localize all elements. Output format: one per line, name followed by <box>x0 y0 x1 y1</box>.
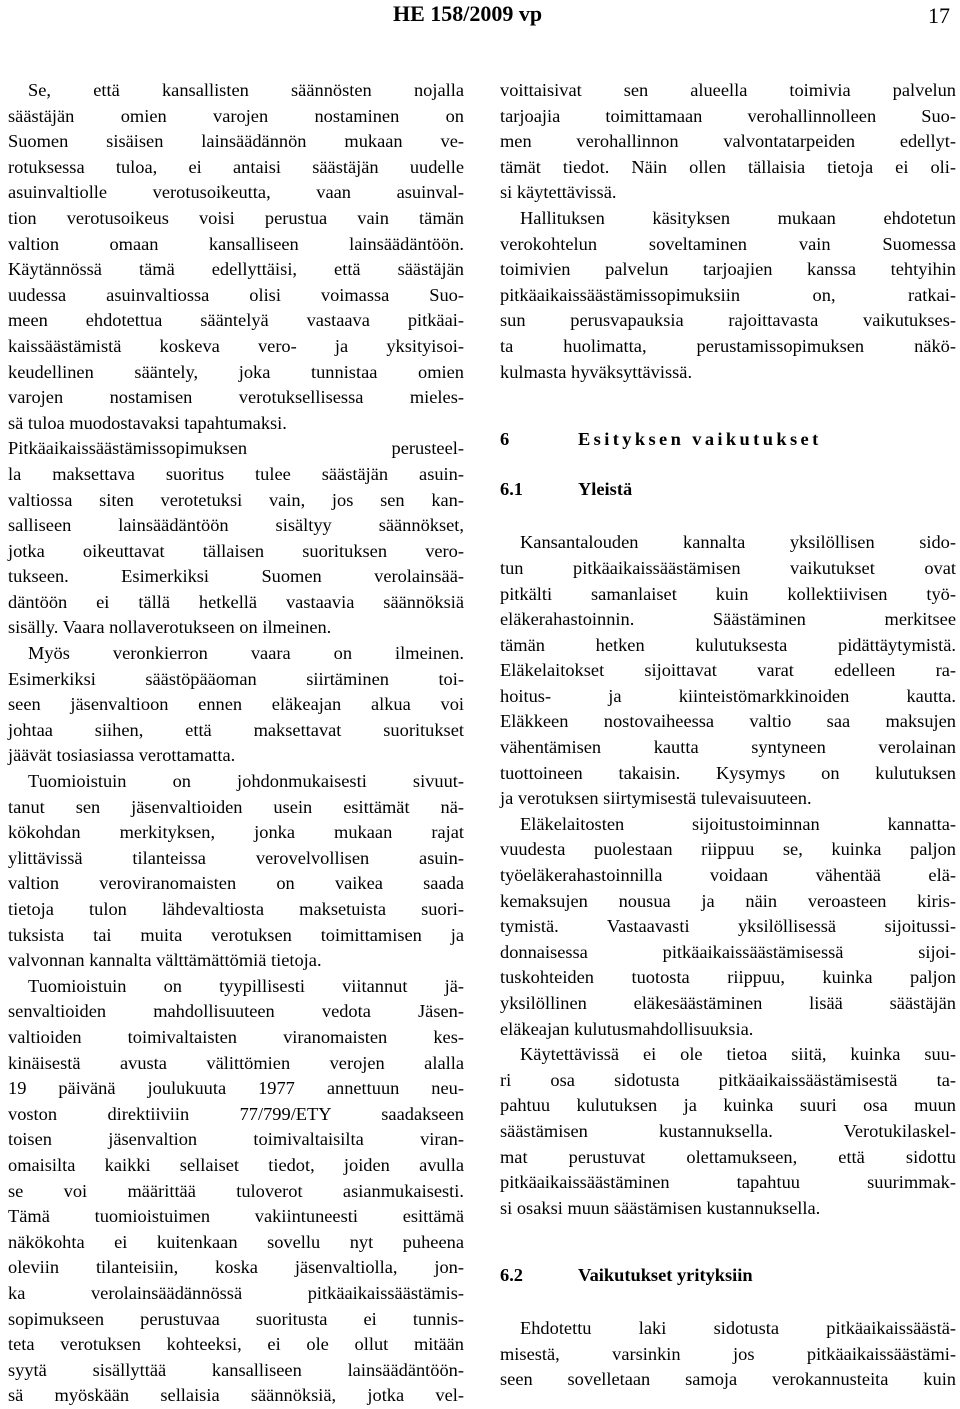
text-line: voston direktiiviin 77/799/ETY saadakseen <box>8 1103 464 1124</box>
text-line: kinäisestä avusta välittömien verojen alalla <box>8 1052 464 1073</box>
text-line: rotuksessa tuloa, ei antaisi säästäjän uudelle <box>8 156 464 177</box>
text-line: tuottoineen takaisin. Kysymys on kulutuksen <box>500 762 956 783</box>
text-line: Ehdotettu laki sidotusta pitkäaikaissäästä- <box>520 1317 956 1338</box>
text-line: Myös veronkierron vaara on ilmeinen. <box>28 643 464 664</box>
text-line: senvaltioiden mahdollisuuteen vedota Jäsen- <box>8 1001 464 1022</box>
text-line: sä myöskään sellaisia säännöksiä, jotka vel- <box>8 1385 464 1406</box>
text-line: tuksista tai muita verotuksen toimittamisen ja <box>8 924 464 945</box>
text-line: tämän hetken kulutuksesta pidättäytymistä. <box>500 634 956 655</box>
text-line: valvonnan kannalta välttämättömiä tietoja. <box>8 950 322 971</box>
text-line: teta verotuksen kohteeksi, ei ole ollut mitään <box>8 1334 464 1355</box>
text-line: Esimerkiksi säästöpääoman siirtäminen toi- <box>8 668 464 689</box>
text-line: Tuomioistuin on johdonmukaisesti sivuut- <box>28 771 464 792</box>
text-line: hoitus- ja kiinteistömarkkinoiden kautta. <box>500 685 956 706</box>
text-line: syytä sisällyttää kansalliseen lainsäädäntöön- <box>8 1359 464 1380</box>
text-line: omaisilta kaikki sellaiset tiedot, joiden avulla <box>8 1154 464 1175</box>
text-line: uudessa asuinvaltiossa olisi voimassa Suo- <box>8 284 464 305</box>
text-line: tuskohteiden tuotosta riippuu, kuinka paljon <box>500 967 956 988</box>
text-line: Käytettävissä ei ole tietoa siitä, kuinka suu- <box>520 1044 956 1065</box>
document-id: HE 158/2009 vp <box>393 1 543 26</box>
text-line: valtiossa siten verotetuksi vain, jos sen kan- <box>8 489 464 510</box>
text-line: yksilöllinen eläkesäästäminen lisää säästäjän <box>500 993 956 1013</box>
text-line: se voi määrittää tuloverot asianmukaisesti. <box>8 1180 464 1201</box>
page-number: 17 <box>928 3 950 28</box>
text-line: toimivien palvelun tarjoajien kanssa tehtyihin <box>500 259 956 280</box>
text-line: eläkeajan kulutusmahdollisuuksia. <box>500 1018 754 1039</box>
page-header <box>0 0 960 40</box>
text-line: salliseen lainsäädäntöön sisältyy säännökset, <box>8 515 464 536</box>
section-title: Vaikutukset yrityksiin <box>578 1265 753 1286</box>
spacer <box>500 1289 956 1316</box>
text-line: kulmasta hyväksyttävissä. <box>500 361 693 382</box>
text-line: sä tuloa muodostavaksi tapahtumaksi. <box>8 412 287 433</box>
text-line: kemaksujen nousua ja näin veroasteen kiris- <box>500 890 956 911</box>
text-line: jotka oikeuttavat tällaisen suorituksen vero- <box>8 540 464 561</box>
text-line: johtaa siihen, että maksettavat suoritukset <box>8 719 464 740</box>
text-line: tietoja tulon lähdevaltiosta maksetuista suori- <box>8 899 464 919</box>
text-line: misestä, varsinkin jos pitkäaikaissäästämi- <box>500 1343 956 1364</box>
text-line: tymistä. Vastaavasti yksilöllisessä sijoitussi- <box>500 916 956 937</box>
right-column-text-mid <box>500 530 956 1221</box>
text-line: ta huolimatta, perustamissopimuksen näkö- <box>500 335 956 356</box>
text-line: valtion veroviranomaisten on vaikea saada <box>8 873 464 894</box>
text-line: Käytännössä tämä edellyttäisi, että säästäjän <box>8 259 464 280</box>
text-line: ja verotuksen siirtymisestä tulevaisuuteen. <box>500 788 812 809</box>
text-line: Eläkkeen nostovaiheessa valtio saa maksujen <box>500 711 956 732</box>
text-line: meen ehdotettua sääntelyä vastaava pitkäai- <box>8 310 464 331</box>
section-number: 6.2 <box>500 1265 523 1286</box>
text-line: pitkäaikaissäästämissopimuksiin on, ratkai- <box>500 284 956 305</box>
text-line: sun perusvapauksia rajoittavasta vaikutukses- <box>500 310 956 331</box>
text-line: näkökohta ei kuitenkaan sovellu nyt puheena <box>8 1231 464 1252</box>
text-line: pitkäaikaissäästäminen tapahtuu suurimmak- <box>500 1172 956 1193</box>
text-line: voittaisivat sen alueella toimivia palvelun <box>500 80 956 100</box>
text-line: tun pitkäaikaissäästämisen vaikutukset ovat <box>500 557 956 578</box>
text-line: eläkerahastoinnin. Säästäminen merkitsee <box>500 609 956 630</box>
text-line: tion verotusoikeus voisi perustua vain tämän <box>8 207 464 228</box>
section-title: Esityksen vaikutukset <box>578 429 822 450</box>
text-line: la maksettava suoritus tulee säästäjän asuin- <box>8 463 464 484</box>
text-line: sopimukseen perustuvaa suoritusta ei tunnis- <box>8 1308 464 1329</box>
text-line: keudellinen sääntely, joka tunnistaa omien <box>8 361 464 382</box>
text-line: Eläkelaitokset sijoittavat varat edelleen ra- <box>500 660 956 681</box>
text-line: asuinvaltiolle verotusoikeutta, vaan asuinval- <box>8 182 464 203</box>
text-line: mat perustuvat olettamukseen, että sidottu <box>500 1146 956 1167</box>
text-line: Tuomioistuin on tyypillisesti viitannut jä- <box>28 975 464 996</box>
text-line: donnaisessa pitkäaikaissäästämisessä sijoi- <box>500 941 956 962</box>
right-column-text-bottom <box>500 1316 956 1393</box>
text-line: ylittävissä tilanteissa verovelvollisen asuin- <box>8 847 464 868</box>
text-line: si osaksi muun säästämisen kustannuksella. <box>500 1197 821 1218</box>
text-line: pahtuu kulutuksen ja kuinka suuri osa muun <box>500 1095 956 1116</box>
text-line: seen sovelletaan samoja verokannusteita kuin <box>500 1369 956 1390</box>
text-line: kökohdan merkityksen, jonka mukaan rajat <box>8 822 464 843</box>
section-heading-6-1 <box>500 477 956 503</box>
right-column <box>500 78 956 1393</box>
text-line: varojen nostamisen verotuksellisessa mieles- <box>8 387 464 408</box>
text-line: tukseen. Esimerkiksi Suomen verolainsää- <box>8 566 464 587</box>
text-line: tämät tiedot. Näin ollen tällaisia tietoja ei oli- <box>500 156 956 177</box>
text-line: Eläkelaitosten sijoitustoiminnan kannatta- <box>520 813 956 834</box>
text-line: Se, että kansallisten säännösten nojalla <box>28 80 464 100</box>
text-line: seen jäsenvaltioon ennen eläkeajan alkua voi <box>8 694 464 715</box>
spacer <box>500 1221 956 1263</box>
section-title: Yleistä <box>578 478 633 499</box>
section-number: 6 <box>500 429 510 450</box>
text-line: ka verolainsäädännössä pitkäaikaissäästämis- <box>8 1282 464 1303</box>
text-line: jäävät tosiasiassa verottamatta. <box>8 745 236 766</box>
text-line: Suomen sisäisen lainsäädännön mukaan ve- <box>8 131 464 152</box>
text-line: vähentämisen kautta syntyneen verolainan <box>500 737 956 758</box>
text-line: si käytettävissä. <box>500 182 617 203</box>
text-line: vuudesta puolestaan riippuu se, kuinka paljon <box>500 839 956 860</box>
left-column-text <box>8 78 464 1409</box>
spacer <box>500 453 956 477</box>
text-line: verokohtelun soveltaminen vain Suomessa <box>500 233 956 254</box>
text-line: däntöön ei tällä hetkellä vastaavia säännöksiä <box>8 591 464 612</box>
text-line: sisälly. Vaara nollaverotukseen on ilmeinen. <box>8 617 332 638</box>
text-line: tarjoajia toimittamaan verohallinnolleen Suo- <box>500 105 956 126</box>
text-line: Kansantalouden kannalta yksilöllisen sido- <box>520 532 956 553</box>
spacer <box>500 385 956 427</box>
left-column <box>8 78 464 1409</box>
text-line: 19 päivänä joulukuuta 1977 annettuun neu- <box>8 1078 464 1099</box>
text-line: Pitkäaikaissäästämissopimuksen perusteel- <box>8 438 464 459</box>
section-heading-6 <box>500 427 956 453</box>
text-line: säästämisen kustannuksella. Verotukilaskel- <box>500 1120 956 1141</box>
text-line: pitkälti samanlaiset kuin kollektiivisen työ- <box>500 583 956 604</box>
text-line: Hallituksen käsityksen mukaan ehdotetun <box>520 207 956 228</box>
text-line: toisen jäsenvaltion toimivaltaisilta viran- <box>8 1129 464 1150</box>
text-line: valtion omaan kansalliseen lainsäädäntöön. <box>8 233 464 254</box>
text-line: men verohallinnon valvontatarpeiden edellyt- <box>500 131 956 152</box>
text-line: työeläkerahastoinnilla voidaan vähentää elä- <box>500 865 956 886</box>
section-number: 6.1 <box>500 478 523 499</box>
text-line: Tämä tuomioistuimen vakiintuneesti esittämä <box>8 1206 464 1227</box>
text-line: tanut sen jäsenvaltioiden usein esittämät nä- <box>8 796 464 817</box>
right-column-text-top <box>500 78 956 385</box>
text-line: säästäjän omien varojen nostaminen on <box>8 105 464 126</box>
text-line: kaissäästämistä koskeva vero- ja yksityisoi- <box>8 335 464 356</box>
spacer <box>500 502 956 530</box>
text-line: ri osa sidotusta pitkäaikaissäästämisestä ta- <box>500 1069 956 1090</box>
text-line: valtioiden toimivaltaisten viranomaisten kes- <box>8 1026 464 1047</box>
text-line: oleviin tilanteisiin, koska jäsenvaltiolla, jon- <box>8 1257 464 1278</box>
section-heading-6-2 <box>500 1263 956 1289</box>
